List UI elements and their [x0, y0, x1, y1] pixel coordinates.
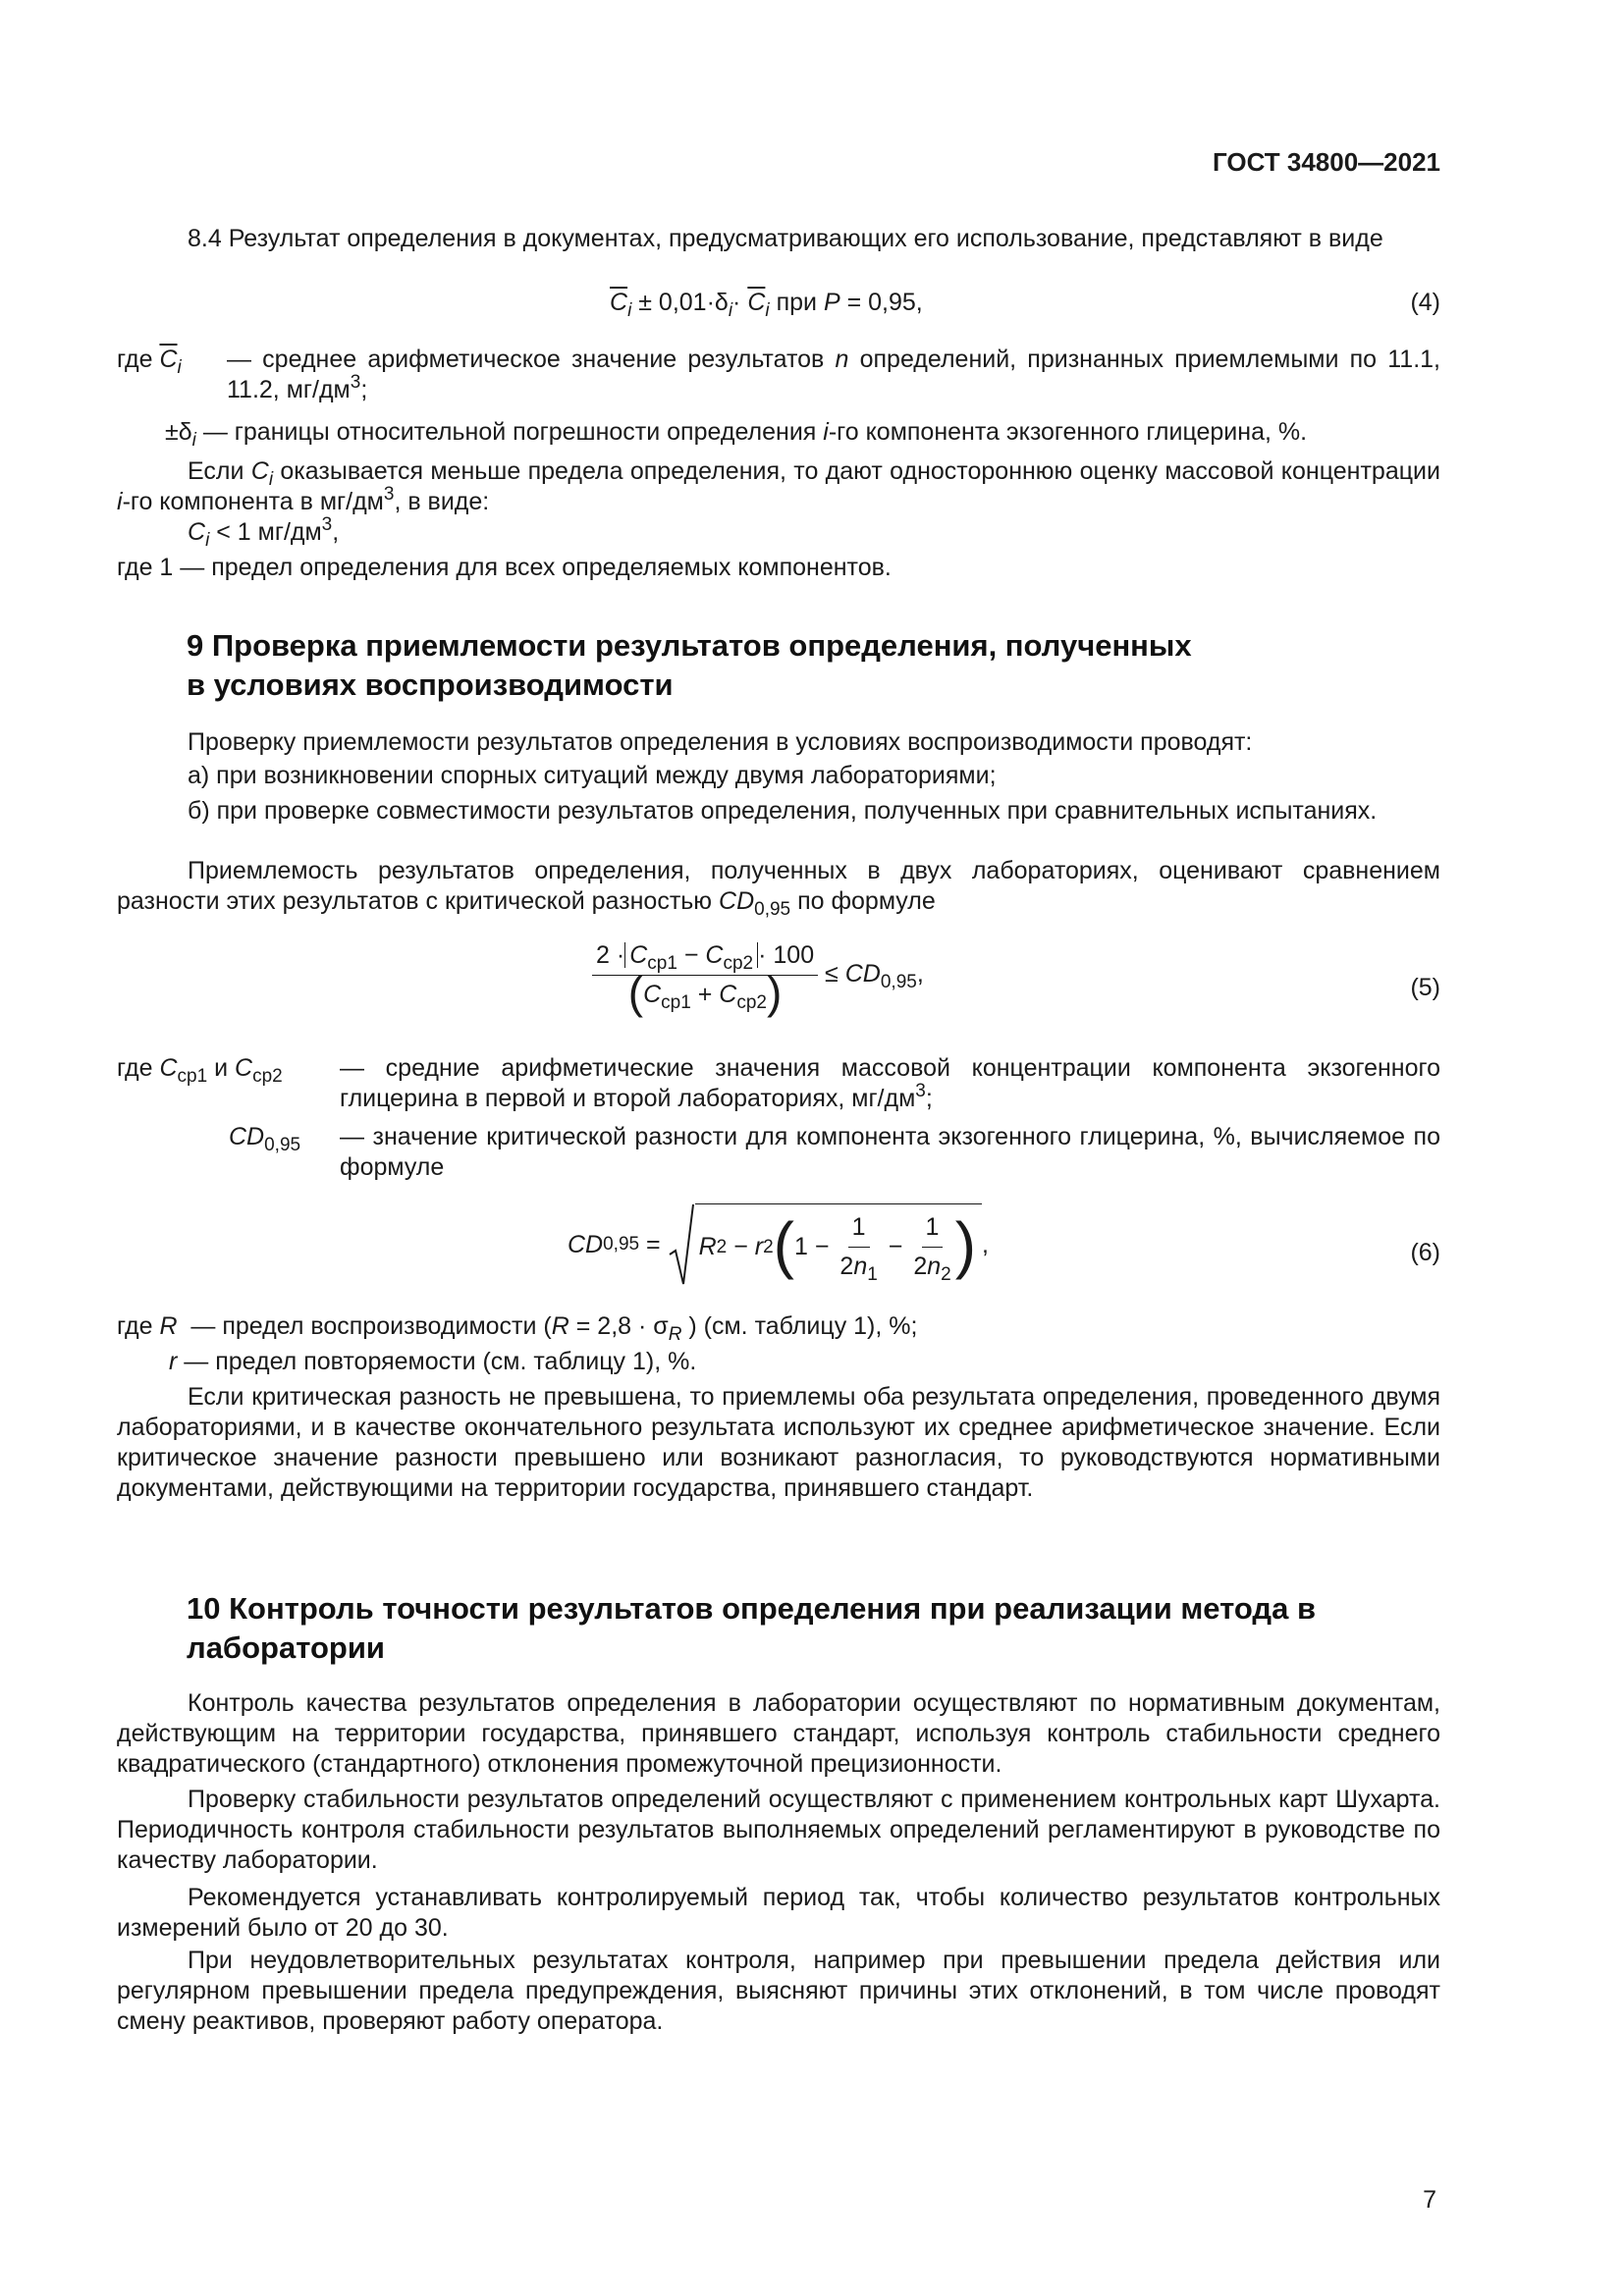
page-number: 7	[1423, 2186, 1436, 2214]
formula-5: $\frac{2 \cdot C_{ср1} - C_{ср2} \cdot 100}{(C_{ср1} + C_{ср2})}$ ≤ $CD_{0,95}$,	[592, 940, 924, 1010]
where-cd-label: $CD_{0,95}$	[229, 1123, 301, 1155]
sec9-p4: Приемлемость результатов определения, полученных в двух лабораториях, оценивают сравнением разности этих результатов с критической разностью $CD_{0,95}$ по формуле	[117, 857, 1440, 920]
formula-5-number: (5)	[1410, 974, 1440, 1001]
sec10-p3: Рекомендуется устанавливать контролируемый период так, чтобы количество результатов контрольных измерений было от 20 до 30.	[117, 1884, 1440, 1942]
where-R: где R — предел воспроизводимости ($R = 2,8 \cdot \sigma_R$ ) (см. таблицу 1), %;	[117, 1312, 918, 1345]
sec10-p1: Контроль качества результатов определения в лаборатории осуществляют по нормативным документам, действующим на территории государства, принявшего стандарт, используя контроль стабильности среднего квадратического (стандартного) отклонения промежуточной прецизионности.	[117, 1689, 1440, 1778]
where-label: где $\overline{C}_i$	[117, 346, 182, 378]
radical-sign-icon	[668, 1203, 695, 1286]
where-c-definition: — средние арифметические значения массовой концентрации компонента экзогенного глицерина в первой и второй лабораториях, $мг/дм^3$;	[340, 1054, 1440, 1112]
where-one: где 1 — предел определения для всех определяемых компонентов.	[117, 554, 892, 581]
sec9-p5: Если критическая разность не превышена, то приемлемы оба результата определения, проведенного двумя лабораториями, и в качестве окончательного результата используют их среднее арифметическое значение. Если критическое значение разности превышено или возникают разногласия, то руководствуются нормативными документами, действующими на территории государства, принявшего стандарт.	[117, 1383, 1440, 1502]
standard-number: ГОСТ 34800—2021	[1213, 147, 1440, 177]
section-9-heading: 9 Проверка приемлемости результатов определения, полученных в условиях воспроизводимости	[187, 628, 1192, 702]
where-delta: $\pm\delta_i$ — границы относительной погрешности определения i-го компонента экзогенного глицерина, %.	[165, 418, 1308, 451]
section-10-heading: 10 Контроль точности результатов определения при реализации метода в лаборатории	[187, 1591, 1317, 1665]
where-cd-definition: — значение критической разности для компонента экзогенного глицерина, %, вычисляемое по формуле	[340, 1123, 1440, 1181]
formula-6: CD 0,95 = R 2 − r 2 ( 1 − $\frac{1}{2n_1}$ − $\frac{1}{2n_2}$ ) ,	[568, 1203, 989, 1286]
where-ci-definition: — среднее арифметическое значение результатов n определений, признанных приемлемыми по 11.1, 11.2, $мг/дм^3$;	[227, 346, 1440, 403]
formula-6-number: (6)	[1410, 1239, 1440, 1266]
sec8-intro: 8.4 Результат определения в документах, предусматривающих его использование, представляют в виде	[188, 225, 1383, 252]
sec9-p2: а) при возникновении спорных ситуаций между двумя лабораториями;	[188, 762, 997, 789]
square-root: R 2 − r 2 ( 1 − $\frac{1}{2n_1}$ − $\frac{1}{2n_2}$ )	[668, 1203, 982, 1286]
sec9-p3: б) при проверке совместимости результатов определения, полученных при сравнительных испытаниях.	[188, 797, 1378, 825]
sec9-p1: Проверку приемлемости результатов определения в условиях воспроизводимости проводят:	[188, 728, 1253, 756]
sec10-p4: При неудовлетворительных результатах контроля, например при превышении предела действия или регулярном превышении предела предупреждения, выясняют причины этих отклонений, в том числе проводят смену реактивов, проверяют работу оператора.	[117, 1947, 1440, 2035]
sec10-p2: Проверку стабильности результатов определений осуществляют с применением контрольных карт Шухарта. Периодичность контроля стабильности результатов выполняемых определений регламентируют в руководстве по качеству лаборатории.	[117, 1786, 1440, 1874]
ci-less-than: $C_i < 1$ $мг/дм^3$,	[188, 514, 340, 551]
where-r: r — предел повторяемости (см. таблицу 1), %.	[169, 1348, 697, 1375]
sec8-if-paragraph: Если $C_i$ оказывается меньше предела определения, то дают одностороннюю оценку массовой концентрации i-го компонента в $мг/дм^3$, в виде:	[117, 457, 1440, 515]
where-c-label: где $C_{ср1}$ и $C_{ср2}$	[117, 1054, 283, 1087]
formula-5-fraction: $\frac{2 \cdot C_{ср1} - C_{ср2} \cdot 100}{(C_{ср1} + C_{ср2})}$	[592, 940, 818, 1010]
formula-4-number: (4)	[1410, 289, 1440, 316]
formula-4: $\overline{C}_i \pm 0,01\cdot\delta_i\cdot \overline{C}_i$ при P = 0,95,	[610, 289, 923, 321]
